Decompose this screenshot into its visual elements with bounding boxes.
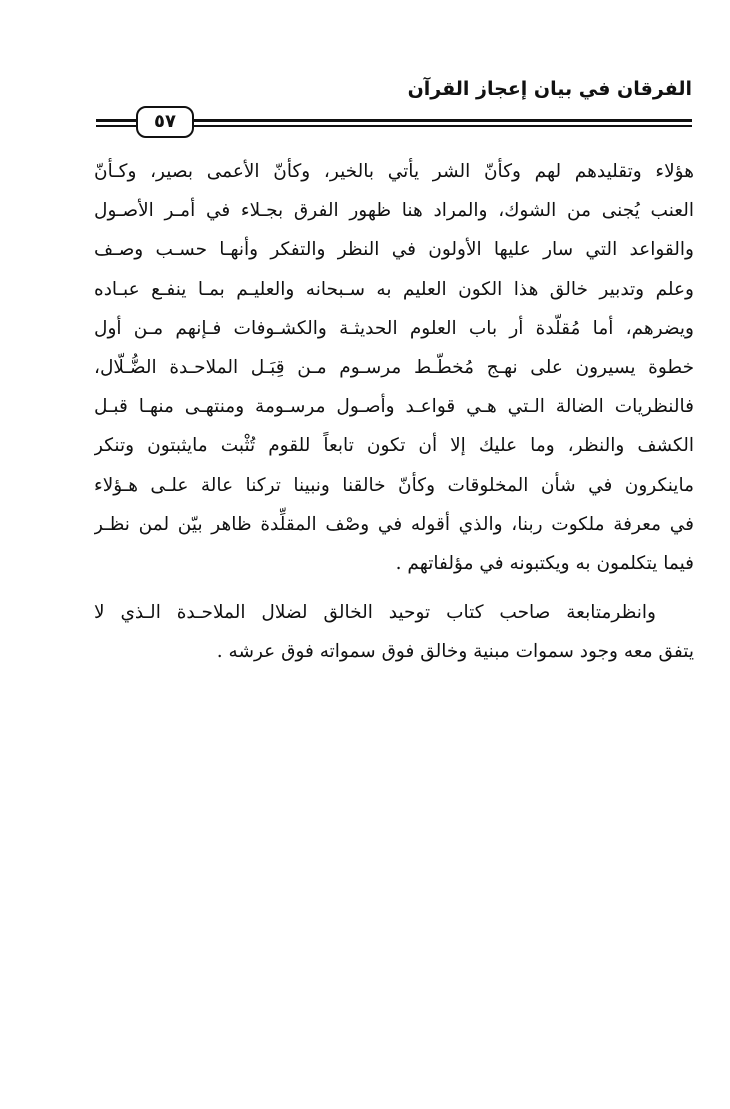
text-line: فيما يتكلمون به ويكتبونه في مؤلفاتهم . [395, 552, 694, 574]
text-line: يتفق معه وجود سموات مبنية وخالق فوق سمواته فوق عرشه . [216, 641, 694, 663]
paragraph-gap [94, 583, 694, 593]
text-line: وعلم وتدبير خالق هذا الكون العليم به سـبحانه والعليـم بمـا ينفـع عبـاده [94, 278, 694, 300]
text-line: وانظرمتابعة صاحب كتاب توحيد الخالق لضلال الملاحـدة الـذي لا [94, 602, 656, 624]
text-line: في معرفة ملكوت ربنا، والذي أقوله في وصْف المقلِّدة ظاهر بيّن لمن نظـر [94, 513, 694, 535]
text-line: فالنظريات الضالة الـتي هـي قواعـد وأصـول مرسـومة ومنتهـى منهـا قبـل [94, 396, 694, 418]
text-line: هؤلاء وتقليدهم لهم وكأنّ الشر يأتي بالخير، وكأنّ الأعمى بصير، وكـأنّ [94, 161, 694, 182]
text-line: خطوة يسيرون على نهـج مُخطّـط مرسـوم مـن قِبَـل الملاحـدة الضُّـلّال، [94, 356, 694, 378]
body-text [94, 152, 694, 671]
text-line: ويضرهم، أما مُقلّدة أر باب العلوم الحديثـة والكشـوفات فـإنهم مـن أول [94, 317, 694, 339]
page-number-badge: ٥٧ [136, 106, 194, 138]
text-line: والقواعد التي سار عليها الأولون في النظر والتفكر وأنهـا حسـب وصـف [94, 239, 694, 261]
text-line: ماينكرون في شأن المخلوقات وكأنّ خالقنا ونبينا تركنا عالة علـى هـؤلاء [94, 474, 694, 496]
text-line: الكشف والنظر، وما عليك إلا أن تكون تابعاً للقوم تُثْبت مايثبتون وتنكر [94, 435, 694, 457]
text-line: العنب يُجنى من الشوك، والمراد هنا ظهور الفرق بجـلاء في أمـر الأصـول [94, 200, 694, 222]
running-title: الفرقان في بيان إعجاز القرآن [407, 78, 692, 100]
